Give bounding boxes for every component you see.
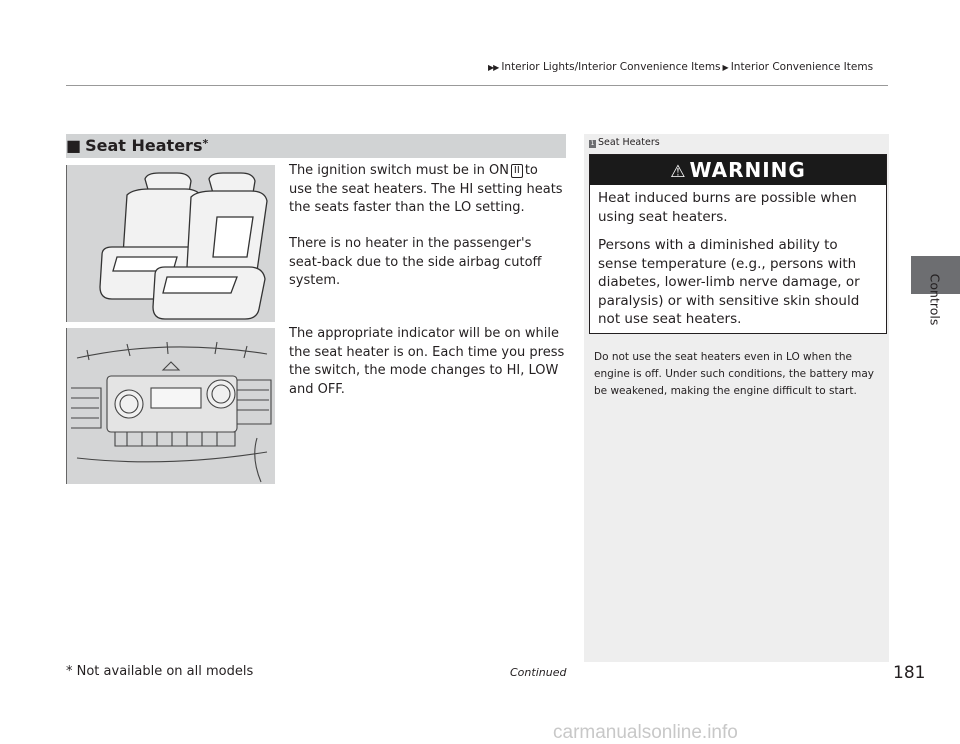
breadcrumb-level2[interactable]: Interior Convenience Items (730, 61, 874, 73)
ignition-position-key: II (511, 164, 523, 178)
continued-label: Continued (510, 666, 567, 679)
note-title-text: Seat Heaters (598, 137, 660, 148)
note-reference-icon: 1 (590, 140, 595, 147)
warning-header (590, 155, 886, 185)
page-number: 181 (893, 663, 926, 683)
breadcrumb-arrow-icon: ▶▶ (488, 63, 499, 72)
section-square-icon: ■ (66, 136, 82, 155)
breadcrumb (488, 61, 873, 73)
header-rule (66, 85, 888, 86)
breadcrumb-level1[interactable]: Interior Lights/Interior Convenience Items (501, 61, 721, 73)
breadcrumb-arrow-icon: ▶ (722, 63, 729, 72)
paragraph-ignition (289, 162, 565, 218)
footnote: * Not available on all models (66, 664, 254, 679)
paragraph-text: to use the seat heaters. The HI setting heats the seats faster than the LO setting. (289, 163, 563, 215)
seat-illustration (66, 165, 275, 322)
note-body: Do not use the seat heaters even in LO when the engine is off. Under such conditions, the battery may be weakened, making the engine difficult to start. (594, 351, 875, 397)
paragraph-passenger: There is no heater in the passenger's seat-back due to the side airbag cutoff system. (289, 236, 542, 288)
dashboard-drawing-icon (67, 328, 275, 484)
paragraph-indicator: The appropriate indicator will be on while the seat heater is on. Each time you press the switch, the mode changes to HI, LOW and OFF. (289, 326, 565, 397)
warning-heading: WARNING (689, 158, 806, 182)
warning-text (590, 185, 886, 329)
warning-box (589, 154, 887, 334)
paragraph-text: The ignition switch must be in ON (289, 163, 509, 178)
climate-panel-illustration (66, 328, 275, 484)
section-asterisk: * (202, 137, 209, 150)
warning-paragraph-persons: Persons with a diminished ability to sense temperature (e.g., persons with diabetes, lower-limb nerve damage, or paralysis) or with sensitive skin should not use seat heaters. (598, 237, 860, 327)
warning-triangle-icon: ⚠ (670, 162, 687, 182)
section-title: Seat Heaters (85, 136, 203, 155)
watermark: carmanualsonline.info (553, 722, 738, 743)
warning-paragraph-burns: Heat induced burns are possible when using seat heaters. (598, 190, 857, 225)
note-title (589, 137, 660, 148)
seats-drawing-icon (67, 165, 275, 322)
chapter-tab-label: Controls (927, 273, 943, 326)
section-heading (66, 134, 566, 158)
